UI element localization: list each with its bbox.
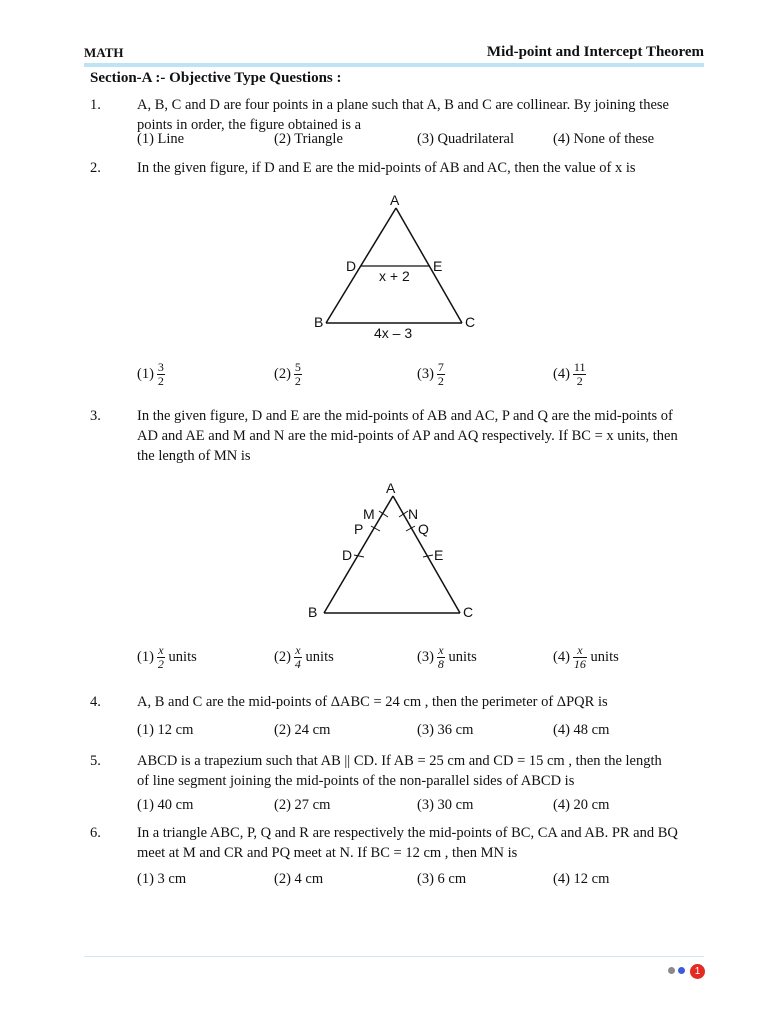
header-rule bbox=[84, 63, 704, 67]
vertex-label-e: E bbox=[433, 258, 443, 274]
question-number: 5. bbox=[90, 753, 101, 769]
vertex-label-n: N bbox=[408, 506, 419, 522]
vertex-label-d: D bbox=[342, 547, 353, 563]
question-3 bbox=[90, 406, 704, 466]
option[interactable]: (4) $\frac{x}{16}$ units bbox=[553, 643, 619, 671]
question-text-line-3: the length of MN is bbox=[137, 448, 251, 464]
vertex-label-m: M bbox=[363, 506, 375, 522]
subject-label: MATH bbox=[84, 45, 124, 60]
dot-icon bbox=[678, 967, 685, 974]
option[interactable]: (3) 36 cm bbox=[417, 722, 474, 738]
vertex-label-a: A bbox=[390, 192, 400, 208]
option[interactable]: (4) 48 cm bbox=[553, 722, 610, 738]
question-text-line-2: AD and AE and M and N are the mid-points of AP and AQ respectively. If BC = x units, then bbox=[137, 428, 678, 444]
option[interactable]: (4) 20 cm bbox=[553, 797, 610, 813]
question-text-line-1: In the given figure, D and E are the mid-points of AB and AC, P and Q are the mid-points of bbox=[137, 408, 673, 424]
option[interactable]: (1) 40 cm bbox=[137, 797, 194, 813]
question-1 bbox=[90, 95, 704, 135]
vertex-label-b: B bbox=[314, 314, 324, 330]
question-5 bbox=[90, 751, 704, 791]
option[interactable]: (1) 3 cm bbox=[137, 871, 187, 887]
question-text: A, B, C and D are four points in a plane such that A, B and C are collinear. By joining these points in order, the figure obtained is a bbox=[137, 97, 669, 133]
question-2 bbox=[90, 158, 704, 178]
question-text: A, B and C are the mid-points of ΔABC = 24 cm , then the perimeter of ΔPQR is bbox=[137, 694, 608, 710]
option[interactable]: (4) 12 cm bbox=[553, 871, 610, 887]
bc-length-label: 4x – 3 bbox=[374, 325, 413, 341]
question-4 bbox=[90, 692, 704, 712]
option[interactable]: (1) Line bbox=[137, 131, 185, 147]
question-text-line-2: meet at M and CR and PQ meet at N. If BC = 12 cm , then MN is bbox=[137, 845, 518, 861]
question-6 bbox=[90, 823, 704, 863]
question-number: 2. bbox=[90, 160, 101, 176]
vertex-label-p: P bbox=[354, 521, 364, 537]
de-length-label: x + 2 bbox=[379, 268, 410, 284]
question-number: 3. bbox=[90, 408, 101, 424]
vertex-label-q: Q bbox=[418, 521, 429, 537]
option[interactable]: (1) $\frac{3}{2}$ bbox=[137, 360, 164, 388]
option[interactable]: (2) 4 cm bbox=[274, 871, 324, 887]
option[interactable]: (1) 12 cm bbox=[137, 722, 194, 738]
question-number: 4. bbox=[90, 694, 101, 710]
option[interactable]: (1) $\frac{x}{2}$ units bbox=[137, 643, 197, 671]
question-text-line-1: In a triangle ABC, P, Q and R are respectively the mid-points of BC, CA and AB. PR and BQ bbox=[137, 825, 678, 841]
option[interactable]: (2) 27 cm bbox=[274, 797, 331, 813]
question-text-line-1: ABCD is a trapezium such that AB || CD. If AB = 25 cm and CD = 15 cm , then the length bbox=[137, 753, 662, 769]
page-number-badge: 1 bbox=[690, 964, 705, 979]
vertex-label-c: C bbox=[463, 604, 474, 620]
option[interactable]: (3) Quadrilateral bbox=[417, 131, 515, 147]
chapter-title: Mid-point and Intercept Theorem bbox=[486, 44, 704, 60]
vertex-label-c: C bbox=[465, 314, 476, 330]
option[interactable]: (2) 24 cm bbox=[274, 722, 331, 738]
question-text: In the given figure, if D and E are the mid-points of AB and AC, then the value of x is bbox=[137, 160, 636, 176]
vertex-label-a: A bbox=[386, 480, 396, 496]
option[interactable]: (2) $\frac{5}{2}$ bbox=[274, 360, 301, 388]
section-title: Section-A :- Objective Type Questions : bbox=[90, 70, 342, 86]
vertex-label-e: E bbox=[434, 547, 444, 563]
question-number: 1. bbox=[90, 97, 101, 113]
vertex-label-b: B bbox=[308, 604, 318, 620]
question-number: 6. bbox=[90, 825, 101, 841]
triangle-figure-q3 bbox=[300, 476, 500, 626]
vertex-label-d: D bbox=[346, 258, 357, 274]
option[interactable]: (3) $\frac{x}{8}$ units bbox=[417, 643, 477, 671]
option[interactable]: (4) None of these bbox=[553, 131, 655, 147]
dot-icon bbox=[668, 967, 675, 974]
footer-rule bbox=[84, 956, 704, 957]
triangle-figure-q2 bbox=[300, 188, 500, 348]
option[interactable]: (3) $\frac{7}{2}$ bbox=[417, 360, 444, 388]
option[interactable]: (2) Triangle bbox=[274, 131, 343, 147]
option[interactable]: (4) $\frac{11}{2}$ bbox=[553, 360, 586, 388]
option[interactable]: (3) 6 cm bbox=[417, 871, 467, 887]
option[interactable]: (2) $\frac{x}{4}$ units bbox=[274, 643, 334, 671]
option[interactable]: (3) 30 cm bbox=[417, 797, 474, 813]
question-text-line-2: of line segment joining the mid-points of the non-parallel sides of ABCD is bbox=[137, 773, 575, 789]
